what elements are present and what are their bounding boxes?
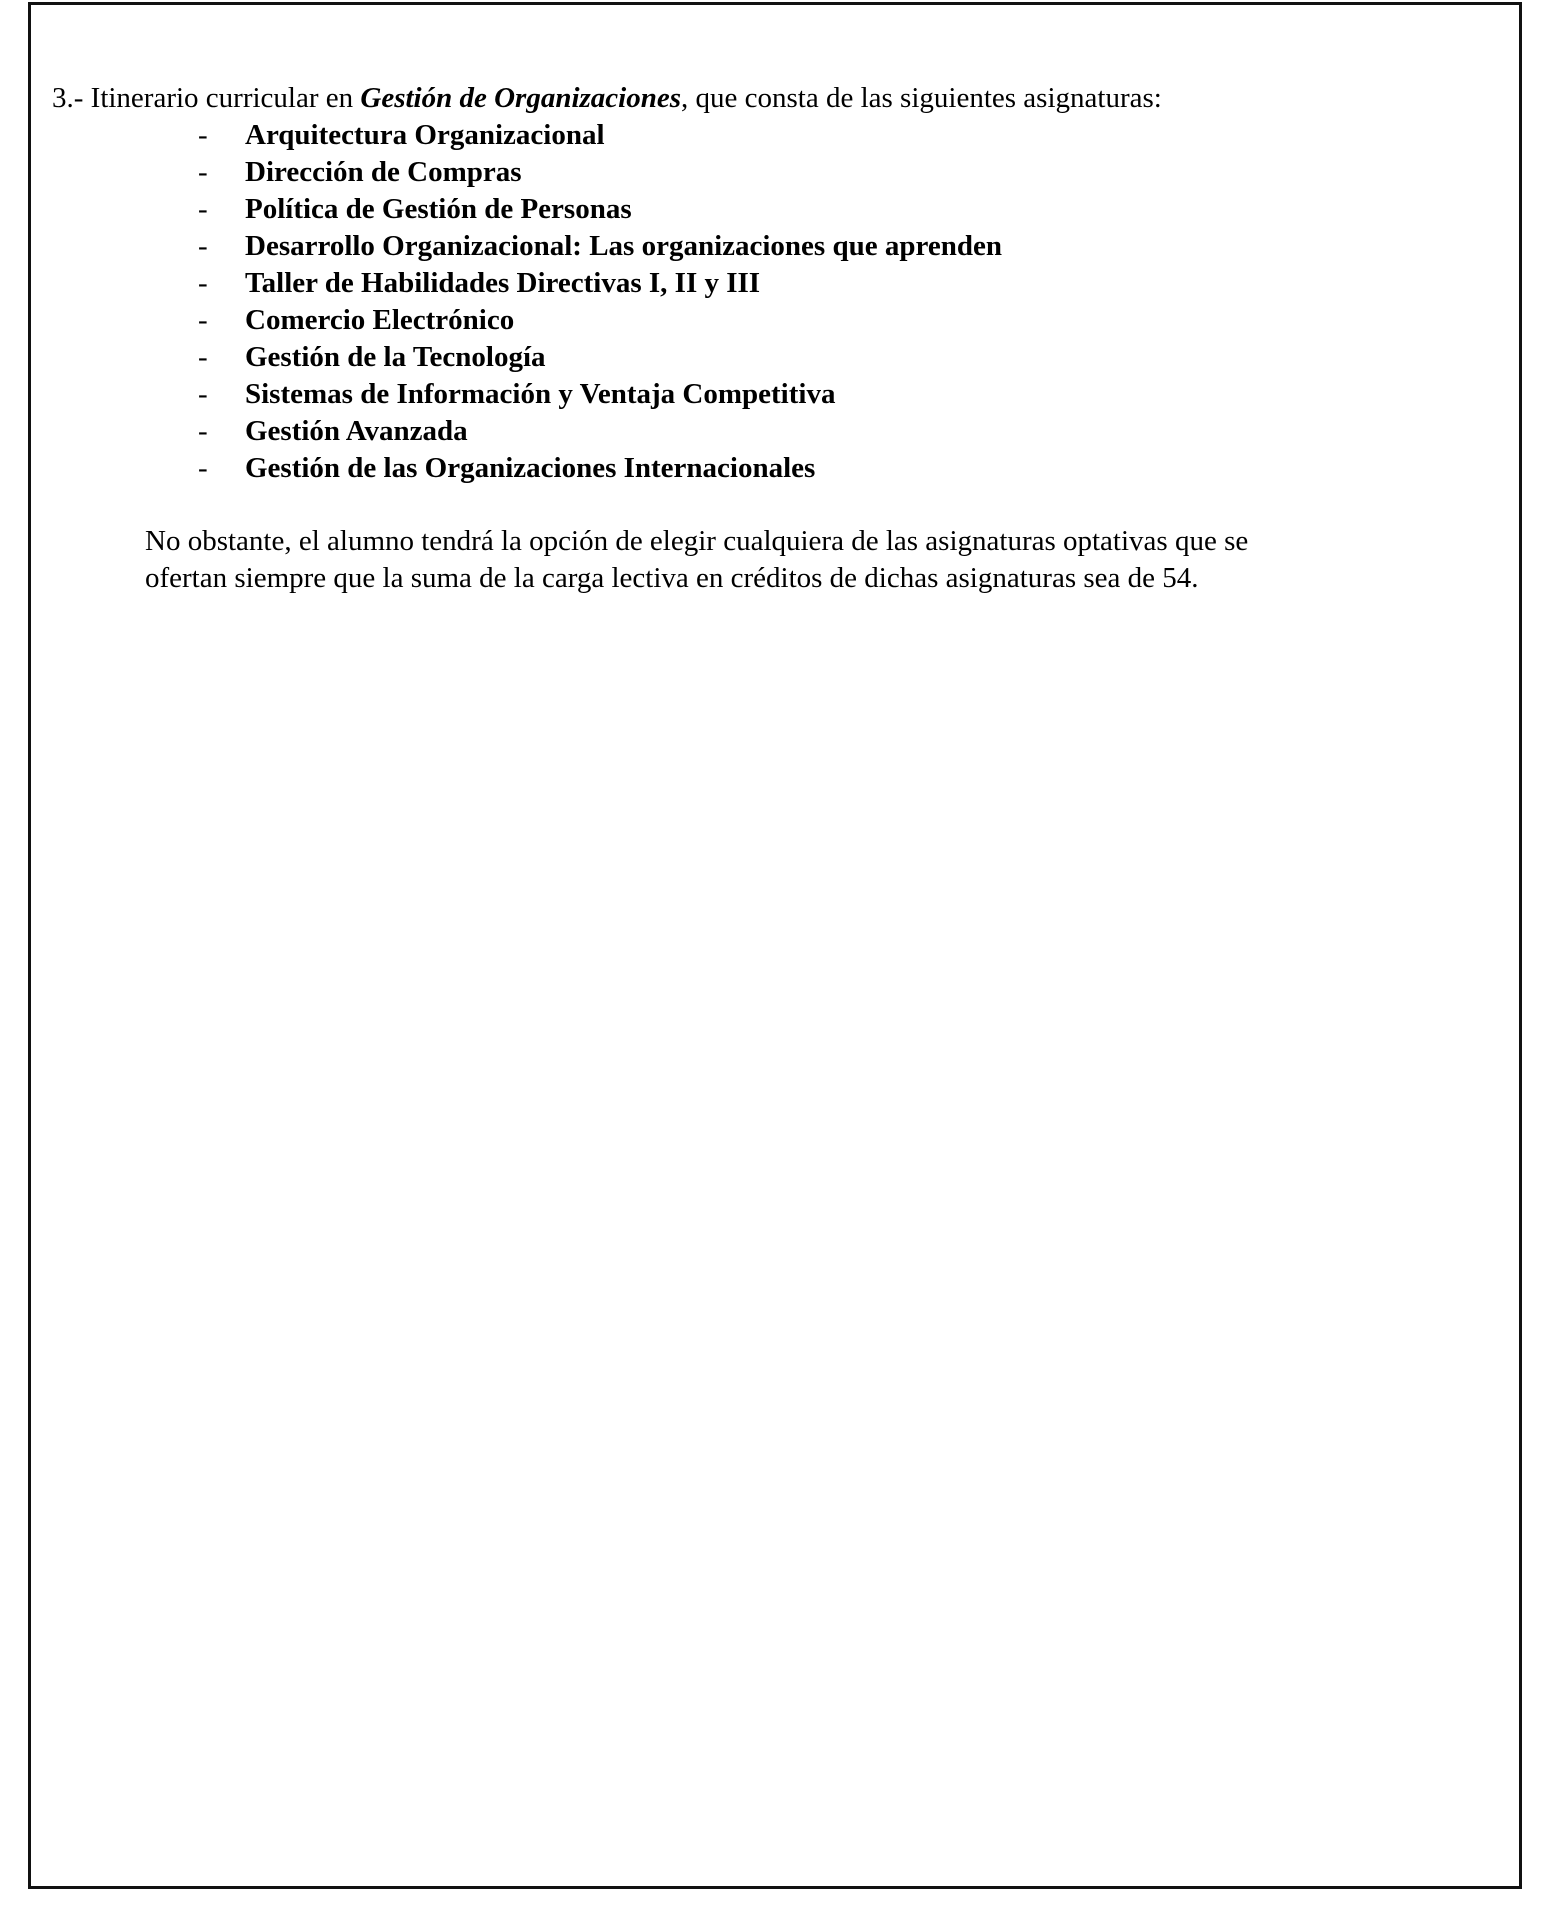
subject-label: Gestión de la Tecnología bbox=[245, 341, 546, 373]
subject-item bbox=[52, 191, 1472, 228]
subject-item bbox=[52, 413, 1472, 450]
list-dash: - bbox=[198, 193, 208, 225]
subject-label: Gestión Avanzada bbox=[245, 415, 468, 447]
subject-item bbox=[52, 376, 1472, 413]
list-dash: - bbox=[198, 230, 208, 262]
list-dash: - bbox=[198, 452, 208, 484]
document-content bbox=[52, 80, 1472, 597]
subject-label: Política de Gestión de Personas bbox=[245, 193, 632, 225]
subject-item bbox=[52, 302, 1472, 339]
intro-paragraph bbox=[52, 80, 1472, 117]
subject-label: Dirección de Compras bbox=[245, 156, 522, 188]
subject-item bbox=[52, 228, 1472, 265]
list-dash: - bbox=[198, 119, 208, 151]
list-dash: - bbox=[198, 304, 208, 336]
intro-emphasis: Gestión de Organizaciones bbox=[360, 82, 682, 114]
subject-item bbox=[52, 339, 1472, 376]
intro-prefix: 3.- Itinerario curricular en bbox=[52, 82, 361, 114]
subject-label: Sistemas de Información y Ventaja Competitiva bbox=[245, 378, 836, 410]
note-paragraph bbox=[52, 523, 1472, 597]
subject-item bbox=[52, 265, 1472, 302]
note-line: No obstante, el alumno tendrá la opción de elegir cualquiera de las asignaturas optativas que se bbox=[145, 525, 1249, 557]
list-dash: - bbox=[198, 156, 208, 188]
list-dash: - bbox=[198, 415, 208, 447]
note-line: ofertan siempre que la suma de la carga lectiva en créditos de dichas asignaturas sea de 54. bbox=[145, 562, 1199, 594]
subject-label: Arquitectura Organizacional bbox=[245, 119, 605, 151]
subject-label: Comercio Electrónico bbox=[245, 304, 515, 336]
subject-label: Gestión de las Organizaciones Internacionales bbox=[245, 452, 816, 484]
list-dash: - bbox=[198, 378, 208, 410]
subject-label: Taller de Habilidades Directivas I, II y III bbox=[245, 267, 761, 299]
subject-item bbox=[52, 450, 1472, 487]
subject-item bbox=[52, 117, 1472, 154]
subject-item bbox=[52, 154, 1472, 191]
subject-list bbox=[52, 117, 1472, 487]
list-dash: - bbox=[198, 341, 208, 373]
list-dash: - bbox=[198, 267, 208, 299]
intro-suffix: , que consta de las siguientes asignaturas: bbox=[681, 82, 1162, 114]
subject-label: Desarrollo Organizacional: Las organizaciones que aprenden bbox=[245, 230, 1002, 262]
